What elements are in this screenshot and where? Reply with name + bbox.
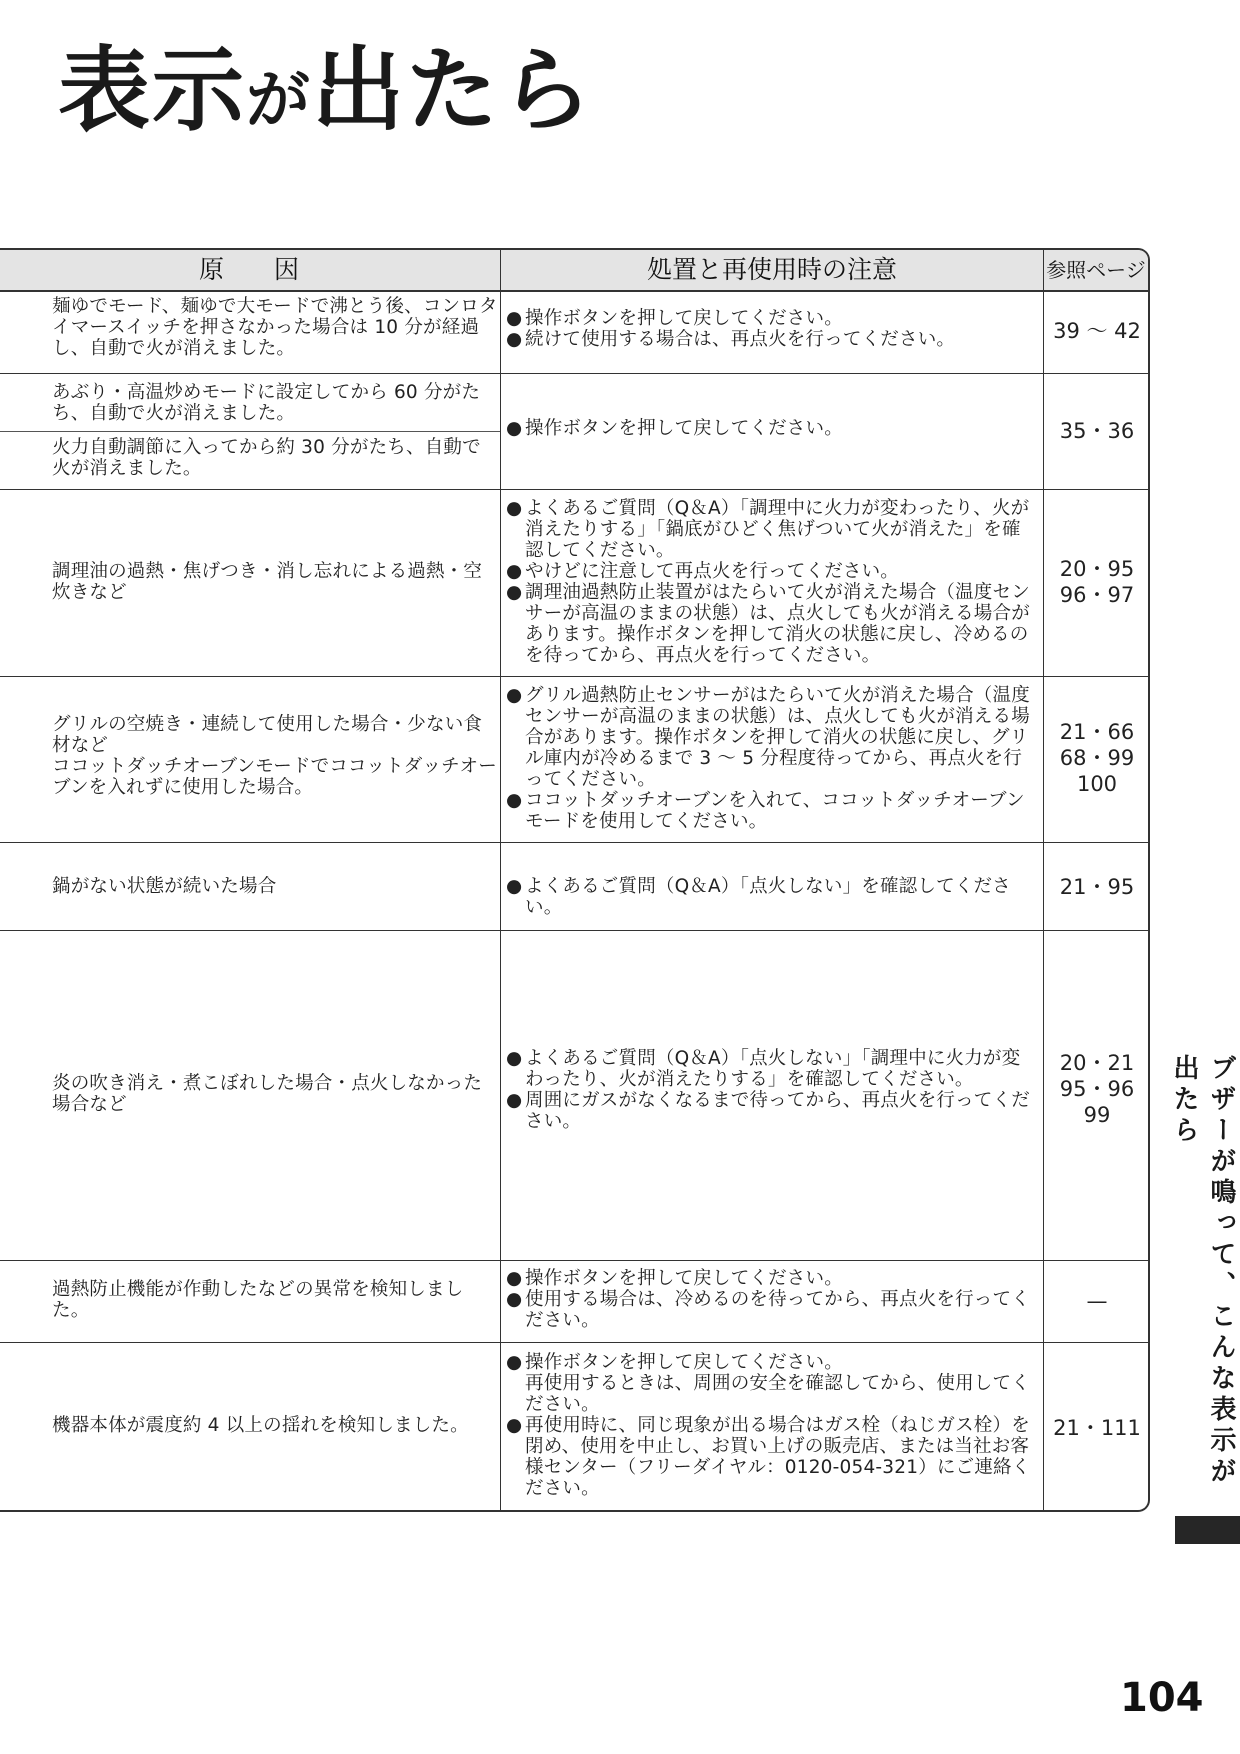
remedy-text: ● よくあるご質問（Q＆A）「点火しない」「調理中に火力が変わったり、火が消えたりする」を確認してください。 ● 周囲にガスがなくなるまで待ってから、再点火を行ってください。 bbox=[506, 1048, 1030, 1132]
ref-pages: 21・66 68・99 100 bbox=[1059, 720, 1135, 796]
remedy-text: ● 操作ボタンを押して戻してください。 bbox=[506, 418, 843, 439]
cause-text: 過熱防止機能が作動したなどの異常を検知しました。 bbox=[52, 1279, 464, 1321]
table-row bbox=[0, 677, 1148, 843]
cause-text: 機器本体が震度約 4 以上の揺れを検知しました。 bbox=[52, 1415, 469, 1436]
cause-text: 鍋がない状態が続いた場合 bbox=[52, 876, 277, 897]
remedy-text: ● 操作ボタンを押して戻してください。 ● 続けて使用する場合は、再点火を行ってください。 bbox=[506, 308, 956, 350]
ref-pages: 39 〜 42 bbox=[1053, 319, 1141, 343]
cause-text: 麺ゆでモード、麺ゆで大モードで沸とう後、コンロタイマースイッチを押さなかった場合は 10 分が経過し、自動で火が消えました。 bbox=[52, 296, 498, 359]
ref-pages: 35・36 bbox=[1059, 419, 1135, 443]
table-row bbox=[0, 490, 1148, 677]
section-side-tab: ブザーが鳴って、こんな表示が出たら bbox=[1169, 1054, 1236, 1488]
table-row bbox=[0, 1343, 1148, 1510]
ref-pages: 20・21 95・96 99 bbox=[1059, 1051, 1135, 1127]
cause-text: グリルの空焼き・連続して使用した場合・少ない食材など ココットダッチオーブンモードでココットダッチオーブンを入れずに使用した場合。 bbox=[52, 714, 497, 798]
cause-text: 火力自動調節に入ってから約 30 分がたち、自動で火が消えました。 bbox=[52, 437, 481, 479]
table-header bbox=[0, 250, 1148, 292]
header-cause: 原 因 bbox=[198, 255, 299, 284]
remedy-text: ● よくあるご質問（Q＆A）「点火しない」を確認してください。 bbox=[506, 876, 1011, 918]
page-title: 表示が出たら bbox=[58, 36, 595, 144]
side-tab-marker bbox=[1175, 1516, 1240, 1544]
ref-pages: 20・95 96・97 bbox=[1059, 557, 1135, 607]
cause-text: あぶり・高温炒めモードに設定してから 60 分がたち、自動で火が消えました。 bbox=[52, 382, 481, 424]
table-row bbox=[0, 843, 1148, 931]
page-number: 104 bbox=[1120, 1675, 1204, 1721]
remedy-text: ● よくあるご質問（Q＆A）「調理中に火力が変わったり、火が消えたりする」「鍋底がひどく焦げついて火が消えた」を確認してください。 ● やけどに注意して再点火を行ってください。 ● 調理油過熱防止装置がはたらいて火が消えた場合（温度センサーが高温のままの状態）は、点火しても火が消える場合があります。操作ボタンを押して消火の状態に戻し、冷めるのを待ってから、再点火を行ってください。 bbox=[506, 498, 1030, 666]
remedy-text: ● 操作ボタンを押して戻してください。 再使用するときは、周囲の安全を確認してから、使用してください。 ● 再使用時に、同じ現象が出る場合はガス栓（ねじガス栓）を閉め、使用を中止し、お買い上げの販売店、または当社お客様センター（フリーダイヤル：0120-054-321）にご連絡ください。 bbox=[506, 1352, 1031, 1499]
header-ref: 参照ページ bbox=[1046, 258, 1146, 282]
cause-text: 炎の吹き消え・煮こぼれした場合・点火しなかった場合など bbox=[52, 1073, 483, 1115]
column-divider bbox=[1043, 250, 1044, 1510]
error-display-table bbox=[0, 248, 1150, 1512]
row-divider bbox=[0, 431, 500, 432]
header-remedy: 処置と再使用時の注意 bbox=[646, 255, 897, 284]
table-row bbox=[0, 292, 1148, 374]
ref-pages: 21・111 bbox=[1053, 1416, 1141, 1440]
table-row bbox=[0, 1261, 1148, 1343]
table-row bbox=[0, 931, 1148, 1261]
cause-text: 調理油の過熱・焦げつき・消し忘れによる過熱・空炊きなど bbox=[52, 561, 483, 603]
table-row bbox=[0, 374, 1148, 490]
column-divider bbox=[500, 250, 501, 1510]
remedy-text: ● グリル過熱防止センサーがはたらいて火が消えた場合（温度センサーが高温のままの状態）は、点火しても火が消える場合があります。操作ボタンを押して消火の状態に戻し、グリル庫内が冷めるまで 3 〜 5 分程度待ってから、再点火を行ってください。 ● ココットダッチオーブンを入れて、ココットダッチオーブンモードを使用してください。 bbox=[506, 685, 1030, 832]
ref-pages: — bbox=[1086, 1289, 1108, 1313]
remedy-text: ● 操作ボタンを押して戻してください。 ● 使用する場合は、冷めるのを待ってから、再点火を行ってください。 bbox=[506, 1268, 1030, 1331]
ref-pages: 21・95 bbox=[1059, 875, 1135, 899]
